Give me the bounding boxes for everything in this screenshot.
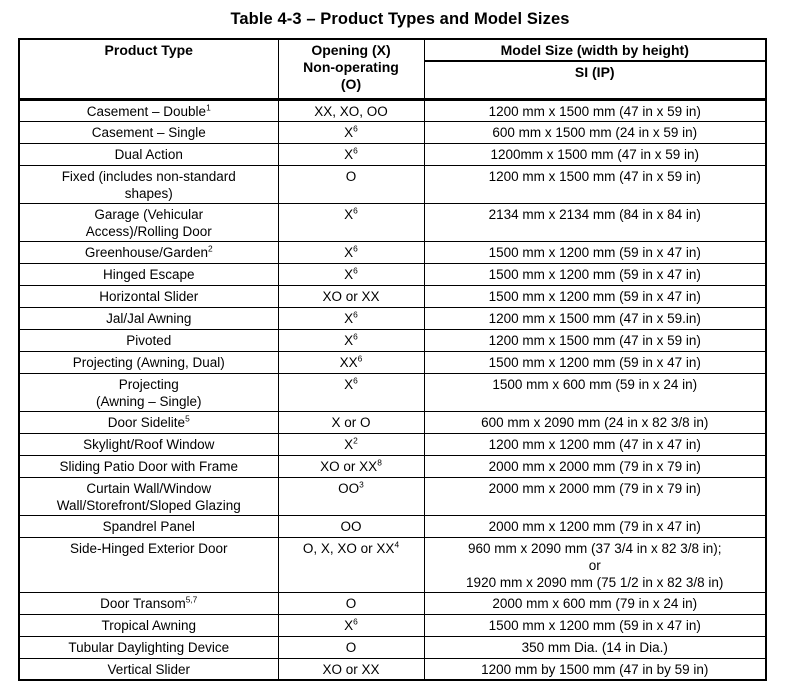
opening-cell: $X^6$ bbox=[278, 329, 424, 351]
table-title: Table 4-3 – Product Types and Model Sizes bbox=[230, 10, 570, 28]
table-row bbox=[19, 143, 766, 165]
model-size-cell: 1200 mm x 1500 mm (47 in x 59.in) bbox=[424, 307, 766, 329]
product-type-cell: Fixed (includes non-standard shapes) bbox=[19, 165, 278, 203]
opening-cell: X or O bbox=[278, 411, 424, 433]
opening-cell: O bbox=[278, 592, 424, 614]
opening-cell: $X^6$ bbox=[278, 373, 424, 411]
model-size-cell: 1200mm x 1500 mm (47 in x 59 in) bbox=[424, 143, 766, 165]
table-row bbox=[19, 241, 766, 263]
opening-cell: $X^6$ bbox=[278, 241, 424, 263]
table-row bbox=[19, 285, 766, 307]
table-row bbox=[19, 307, 766, 329]
table-row bbox=[19, 121, 766, 143]
model-size-cell: 2000 mm x 600 mm (79 in x 24 in) bbox=[424, 592, 766, 614]
product-type-cell: Casement – Double$^1$ bbox=[19, 99, 278, 121]
table-row bbox=[19, 411, 766, 433]
table-row bbox=[19, 203, 766, 241]
model-size-cell: 2000 mm x 1200 mm (79 in x 47 in) bbox=[424, 515, 766, 537]
opening-cell: $X^6$ bbox=[278, 203, 424, 241]
product-type-cell: Projecting (Awning – Single) bbox=[19, 373, 278, 411]
model-size-cell: 1500 mm x 1200 mm (59 in x 47 in) bbox=[424, 285, 766, 307]
product-types-table bbox=[18, 38, 767, 681]
product-type-cell: Pivoted bbox=[19, 329, 278, 351]
model-size-cell: 1200 mm by 1500 mm (47 in by 59 in) bbox=[424, 658, 766, 680]
table-row bbox=[19, 636, 766, 658]
opening-cell: $OO^3$ bbox=[278, 477, 424, 515]
header-opening: Opening (X) Non-operating (O) bbox=[278, 39, 424, 99]
table-row bbox=[19, 537, 766, 592]
model-size-cell: 1200 mm x 1200 mm (47 in x 47 in) bbox=[424, 433, 766, 455]
model-size-cell: 1200 mm x 1500 mm (47 in x 59 in) bbox=[424, 165, 766, 203]
opening-cell: O bbox=[278, 636, 424, 658]
model-size-cell: 1500 mm x 1200 mm (59 in x 47 in) bbox=[424, 351, 766, 373]
table-row bbox=[19, 329, 766, 351]
product-type-cell: Greenhouse/Garden$^2$ bbox=[19, 241, 278, 263]
product-type-cell: Horizontal Slider bbox=[19, 285, 278, 307]
model-size-cell: 2134 mm x 2134 mm (84 in x 84 in) bbox=[424, 203, 766, 241]
table-row bbox=[19, 592, 766, 614]
product-type-cell: Curtain Wall/Window Wall/Storefront/Sloped Glazing bbox=[19, 477, 278, 515]
header-model-size: Model Size (width by height) bbox=[424, 39, 766, 61]
product-type-cell: Door Sidelite$^5$ bbox=[19, 411, 278, 433]
product-type-cell: Casement – Single bbox=[19, 121, 278, 143]
product-type-cell: Door Transom$^{5,7}$ bbox=[19, 592, 278, 614]
model-size-cell: 600 mm x 2090 mm (24 in x 82 3/8 in) bbox=[424, 411, 766, 433]
header-si-ip: SI (IP) bbox=[424, 61, 766, 99]
product-type-cell: Spandrel Panel bbox=[19, 515, 278, 537]
product-type-cell: Garage (Vehicular Access)/Rolling Door bbox=[19, 203, 278, 241]
model-size-cell: 600 mm x 1500 mm (24 in x 59 in) bbox=[424, 121, 766, 143]
opening-cell: $XX^6$ bbox=[278, 351, 424, 373]
table-row bbox=[19, 351, 766, 373]
opening-cell: $X^6$ bbox=[278, 263, 424, 285]
product-type-cell: Dual Action bbox=[19, 143, 278, 165]
table-row bbox=[19, 658, 766, 680]
product-type-cell: Vertical Slider bbox=[19, 658, 278, 680]
table-row bbox=[19, 433, 766, 455]
table-row bbox=[19, 515, 766, 537]
model-size-cell: 960 mm x 2090 mm (37 3/4 in x 82 3/8 in); or 1920 mm x 2090 mm (75 1/2 in x 82 3/8 in) bbox=[424, 537, 766, 592]
table-row bbox=[19, 614, 766, 636]
opening-cell: O bbox=[278, 165, 424, 203]
opening-cell: $X^2$ bbox=[278, 433, 424, 455]
product-type-cell: Side-Hinged Exterior Door bbox=[19, 537, 278, 592]
opening-cell: OO bbox=[278, 515, 424, 537]
opening-cell: $X^6$ bbox=[278, 307, 424, 329]
header-product-type: Product Type bbox=[19, 39, 278, 99]
product-type-cell: Sliding Patio Door with Frame bbox=[19, 455, 278, 477]
model-size-cell: 1200 mm x 1500 mm (47 in x 59 in) bbox=[424, 329, 766, 351]
product-type-cell: Skylight/Roof Window bbox=[19, 433, 278, 455]
model-size-cell: 350 mm Dia. (14 in Dia.) bbox=[424, 636, 766, 658]
opening-cell: O, X, XO or $XX^4$ bbox=[278, 537, 424, 592]
table-row bbox=[19, 263, 766, 285]
model-size-cell: 2000 mm x 2000 mm (79 in x 79 in) bbox=[424, 477, 766, 515]
product-type-cell: Tubular Daylighting Device bbox=[19, 636, 278, 658]
table-row bbox=[19, 373, 766, 411]
header-row bbox=[19, 39, 766, 61]
model-size-cell: 1500 mm x 600 mm (59 in x 24 in) bbox=[424, 373, 766, 411]
model-size-cell: 2000 mm x 2000 mm (79 in x 79 in) bbox=[424, 455, 766, 477]
opening-cell: XO or XX bbox=[278, 658, 424, 680]
opening-cell: $X^6$ bbox=[278, 143, 424, 165]
table-row bbox=[19, 165, 766, 203]
table-row bbox=[19, 455, 766, 477]
product-type-cell: Tropical Awning bbox=[19, 614, 278, 636]
opening-cell: XO or XX bbox=[278, 285, 424, 307]
model-size-cell: 1200 mm x 1500 mm (47 in x 59 in) bbox=[424, 99, 766, 121]
table-row bbox=[19, 477, 766, 515]
model-size-cell: 1500 mm x 1200 mm (59 in x 47 in) bbox=[424, 614, 766, 636]
model-size-cell: 1500 mm x 1200 mm (59 in x 47 in) bbox=[424, 241, 766, 263]
opening-cell: $X^6$ bbox=[278, 121, 424, 143]
product-type-cell: Hinged Escape bbox=[19, 263, 278, 285]
opening-cell: XO or $XX^8$ bbox=[278, 455, 424, 477]
model-size-cell: 1500 mm x 1200 mm (59 in x 47 in) bbox=[424, 263, 766, 285]
product-type-cell: Jal/Jal Awning bbox=[19, 307, 278, 329]
opening-cell: $X^6$ bbox=[278, 614, 424, 636]
product-type-cell: Projecting (Awning, Dual) bbox=[19, 351, 278, 373]
table-row bbox=[19, 99, 766, 121]
opening-cell: XX, XO, OO bbox=[278, 99, 424, 121]
